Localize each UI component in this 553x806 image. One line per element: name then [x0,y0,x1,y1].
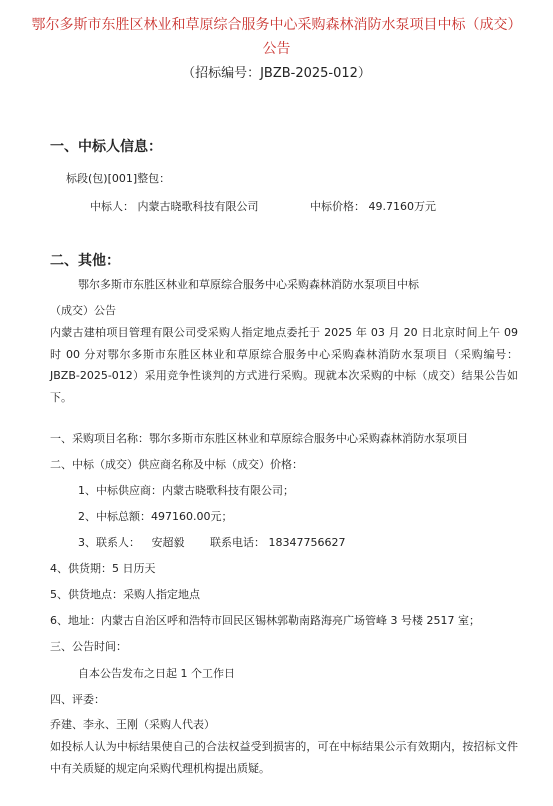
price-label: 中标价格： [310,200,365,213]
item-address: 6、地址：内蒙古自治区呼和浩特市回民区锡林郭勒南路海亮广场管峰 3 号楼 2517 室； [50,614,480,627]
notice-title-continued: 公告 [262,41,291,57]
item-judges: 乔建、李永、王刚（采购人代表） [50,718,215,731]
item-total: 2、中标总额：497160.00元； [78,510,233,523]
price-row [310,198,436,214]
notice-subtitle-line2: （成交）公告 [50,304,116,317]
lot-label: 标段(包)[001]整包： [66,172,171,185]
notice-header [0,14,553,81]
closing-paragraph: 如投标人认为中标结果使自己的合法权益受到损害的，可在中标结果公示有效期内，按招标文件中有关质疑的规定向采购代理机构提出质疑。 [50,740,518,775]
price-value: 49.7160万元 [368,200,436,213]
notice-subtitle-line1: 鄂尔多斯市东胜区林业和草原综合服务中心采购森林消防水泵项目中标 [78,278,419,291]
item-judges-heading: 四、评委： [50,693,105,706]
intro-paragraph: 内蒙古建柏项目管理有限公司受采购人指定地点委托于 2025 年 03 月 20 日北京时间上午 09 时 00 分对鄂尔多斯市东胜区林业和草原综合服务中心采购森林消防水泵项目（采购编号：JBZB-2025-012）采用竞争性谈判的方式进行采购。现就本次采购的中标（成交）结果公告如下。 [50,326,518,404]
contact-label: 3、联系人： [78,536,140,549]
item-delivery-period: 4、供货期：5 日历天 [50,562,156,575]
section-heading-other: 二、其他： [50,253,120,269]
notice-title: 鄂尔多斯市东胜区林业和草原综合服务中心采购森林消防水泵项目中标（成交） [31,17,522,33]
section-heading-winner: 一、中标人信息： [50,139,162,155]
winner-name: 内蒙古晓歌科技有限公司 [137,200,259,213]
item-announcement-time: 自本公告发布之日起 1 个工作日 [78,667,235,680]
phone-label: 联系电话： [210,536,265,549]
contact-name: 安超毅 [151,536,185,549]
item-delivery-location: 5、供货地点：采购人指定地点 [50,588,200,601]
winner-row [90,198,259,214]
item-supplier: 1、中标供应商：内蒙古晓歌科技有限公司； [78,484,294,497]
winner-label: 中标人： [90,200,134,213]
item-supplier-heading: 二、中标（成交）供应商名称及中标（成交）价格： [50,458,303,471]
item-project-name: 一、采购项目名称：鄂尔多斯市东胜区林业和草原综合服务中心采购森林消防水泵项目 [50,432,468,445]
tender-code: （招标编号：JBZB-2025-012） [182,66,371,81]
item-contact [78,534,345,550]
phone-number: 18347756627 [268,536,346,549]
item-announcement-time-heading: 三、公告时间： [50,640,127,653]
